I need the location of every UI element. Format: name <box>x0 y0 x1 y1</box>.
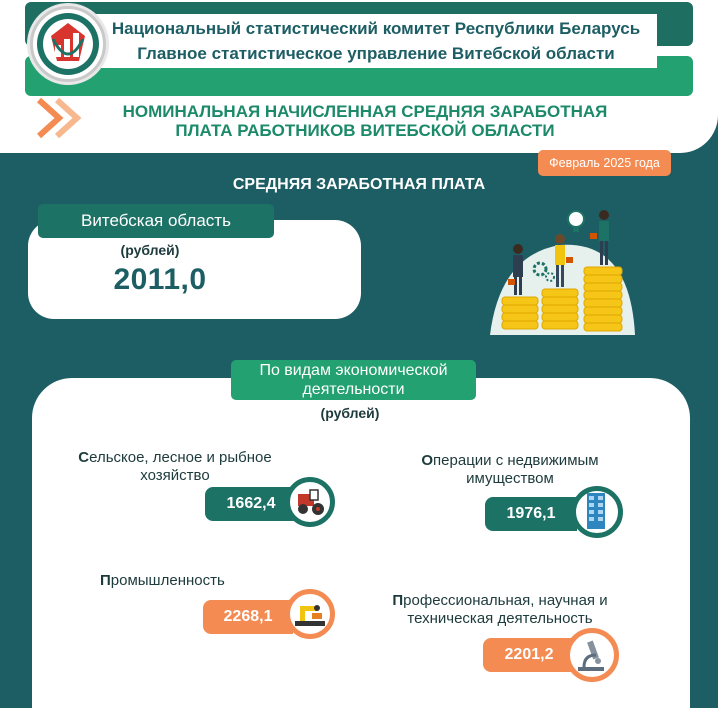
belarus-emblem-logo <box>30 6 106 82</box>
factory-robot-icon <box>285 589 335 639</box>
tractor-icon <box>285 477 335 527</box>
microscope-icon <box>565 628 619 682</box>
real-estate-label-line1: перации с недвижимым <box>433 452 599 469</box>
agriculture-label-line2: хозяйство <box>140 467 210 484</box>
real-estate-label-initial: О <box>421 452 434 469</box>
report-title <box>100 102 630 140</box>
organization-title <box>95 14 657 68</box>
agriculture-label <box>55 449 295 485</box>
professional-label <box>370 592 630 628</box>
arrow-decoration-icon <box>35 96 95 140</box>
organization-title-line1: Национальный статистический комитет Республики Беларусь <box>111 19 641 38</box>
industry-label-line1: ромышленность <box>110 572 225 589</box>
date-badge: Февраль 2025 года <box>538 150 671 176</box>
activities-tab-line1: По видам экономической <box>259 362 448 379</box>
real-estate-label <box>390 452 630 488</box>
agriculture-label-initial: С <box>78 449 90 466</box>
agriculture-value: 1662,4 <box>205 487 297 521</box>
professional-label-initial: П <box>392 592 404 609</box>
professional-label-line2: техническая деятельность <box>407 610 593 627</box>
section-title: СРЕДНЯЯ ЗАРАБОТНАЯ ПЛАТА <box>232 176 486 193</box>
activities-unit: (рублей) <box>320 405 380 421</box>
industry-value: 2268,1 <box>203 600 293 634</box>
activities-tab <box>231 360 476 400</box>
industry-label <box>100 572 300 590</box>
report-title-line1: НОМИНАЛЬНАЯ НАЧИСЛЕННАЯ СРЕДНЯЯ ЗАРАБОТНАЯ <box>122 102 608 121</box>
report-title-line2: ПЛАТА РАБОТНИКОВ ВИТЕБСКОЙ ОБЛАСТИ <box>175 121 555 140</box>
real-estate-label-line2: имуществом <box>466 470 554 487</box>
building-icon <box>571 486 623 538</box>
real-estate-value: 1976,1 <box>485 497 577 531</box>
industry-label-initial: П <box>100 572 111 589</box>
professional-label-line1: рофессиональная, научная и <box>403 592 608 609</box>
average-value: 2011,0 <box>113 263 207 296</box>
activities-tab-line2: деятельности <box>302 381 405 398</box>
organization-title-line2: Главное статистическое управление Витебской области <box>137 44 615 63</box>
agriculture-label-line1: ельское, лесное и рыбное <box>89 449 272 466</box>
average-unit: (рублей) <box>120 242 180 258</box>
region-label: Витебская область <box>38 204 274 238</box>
coin-stacks-people-illustration <box>480 205 640 340</box>
professional-value: 2201,2 <box>483 638 575 672</box>
